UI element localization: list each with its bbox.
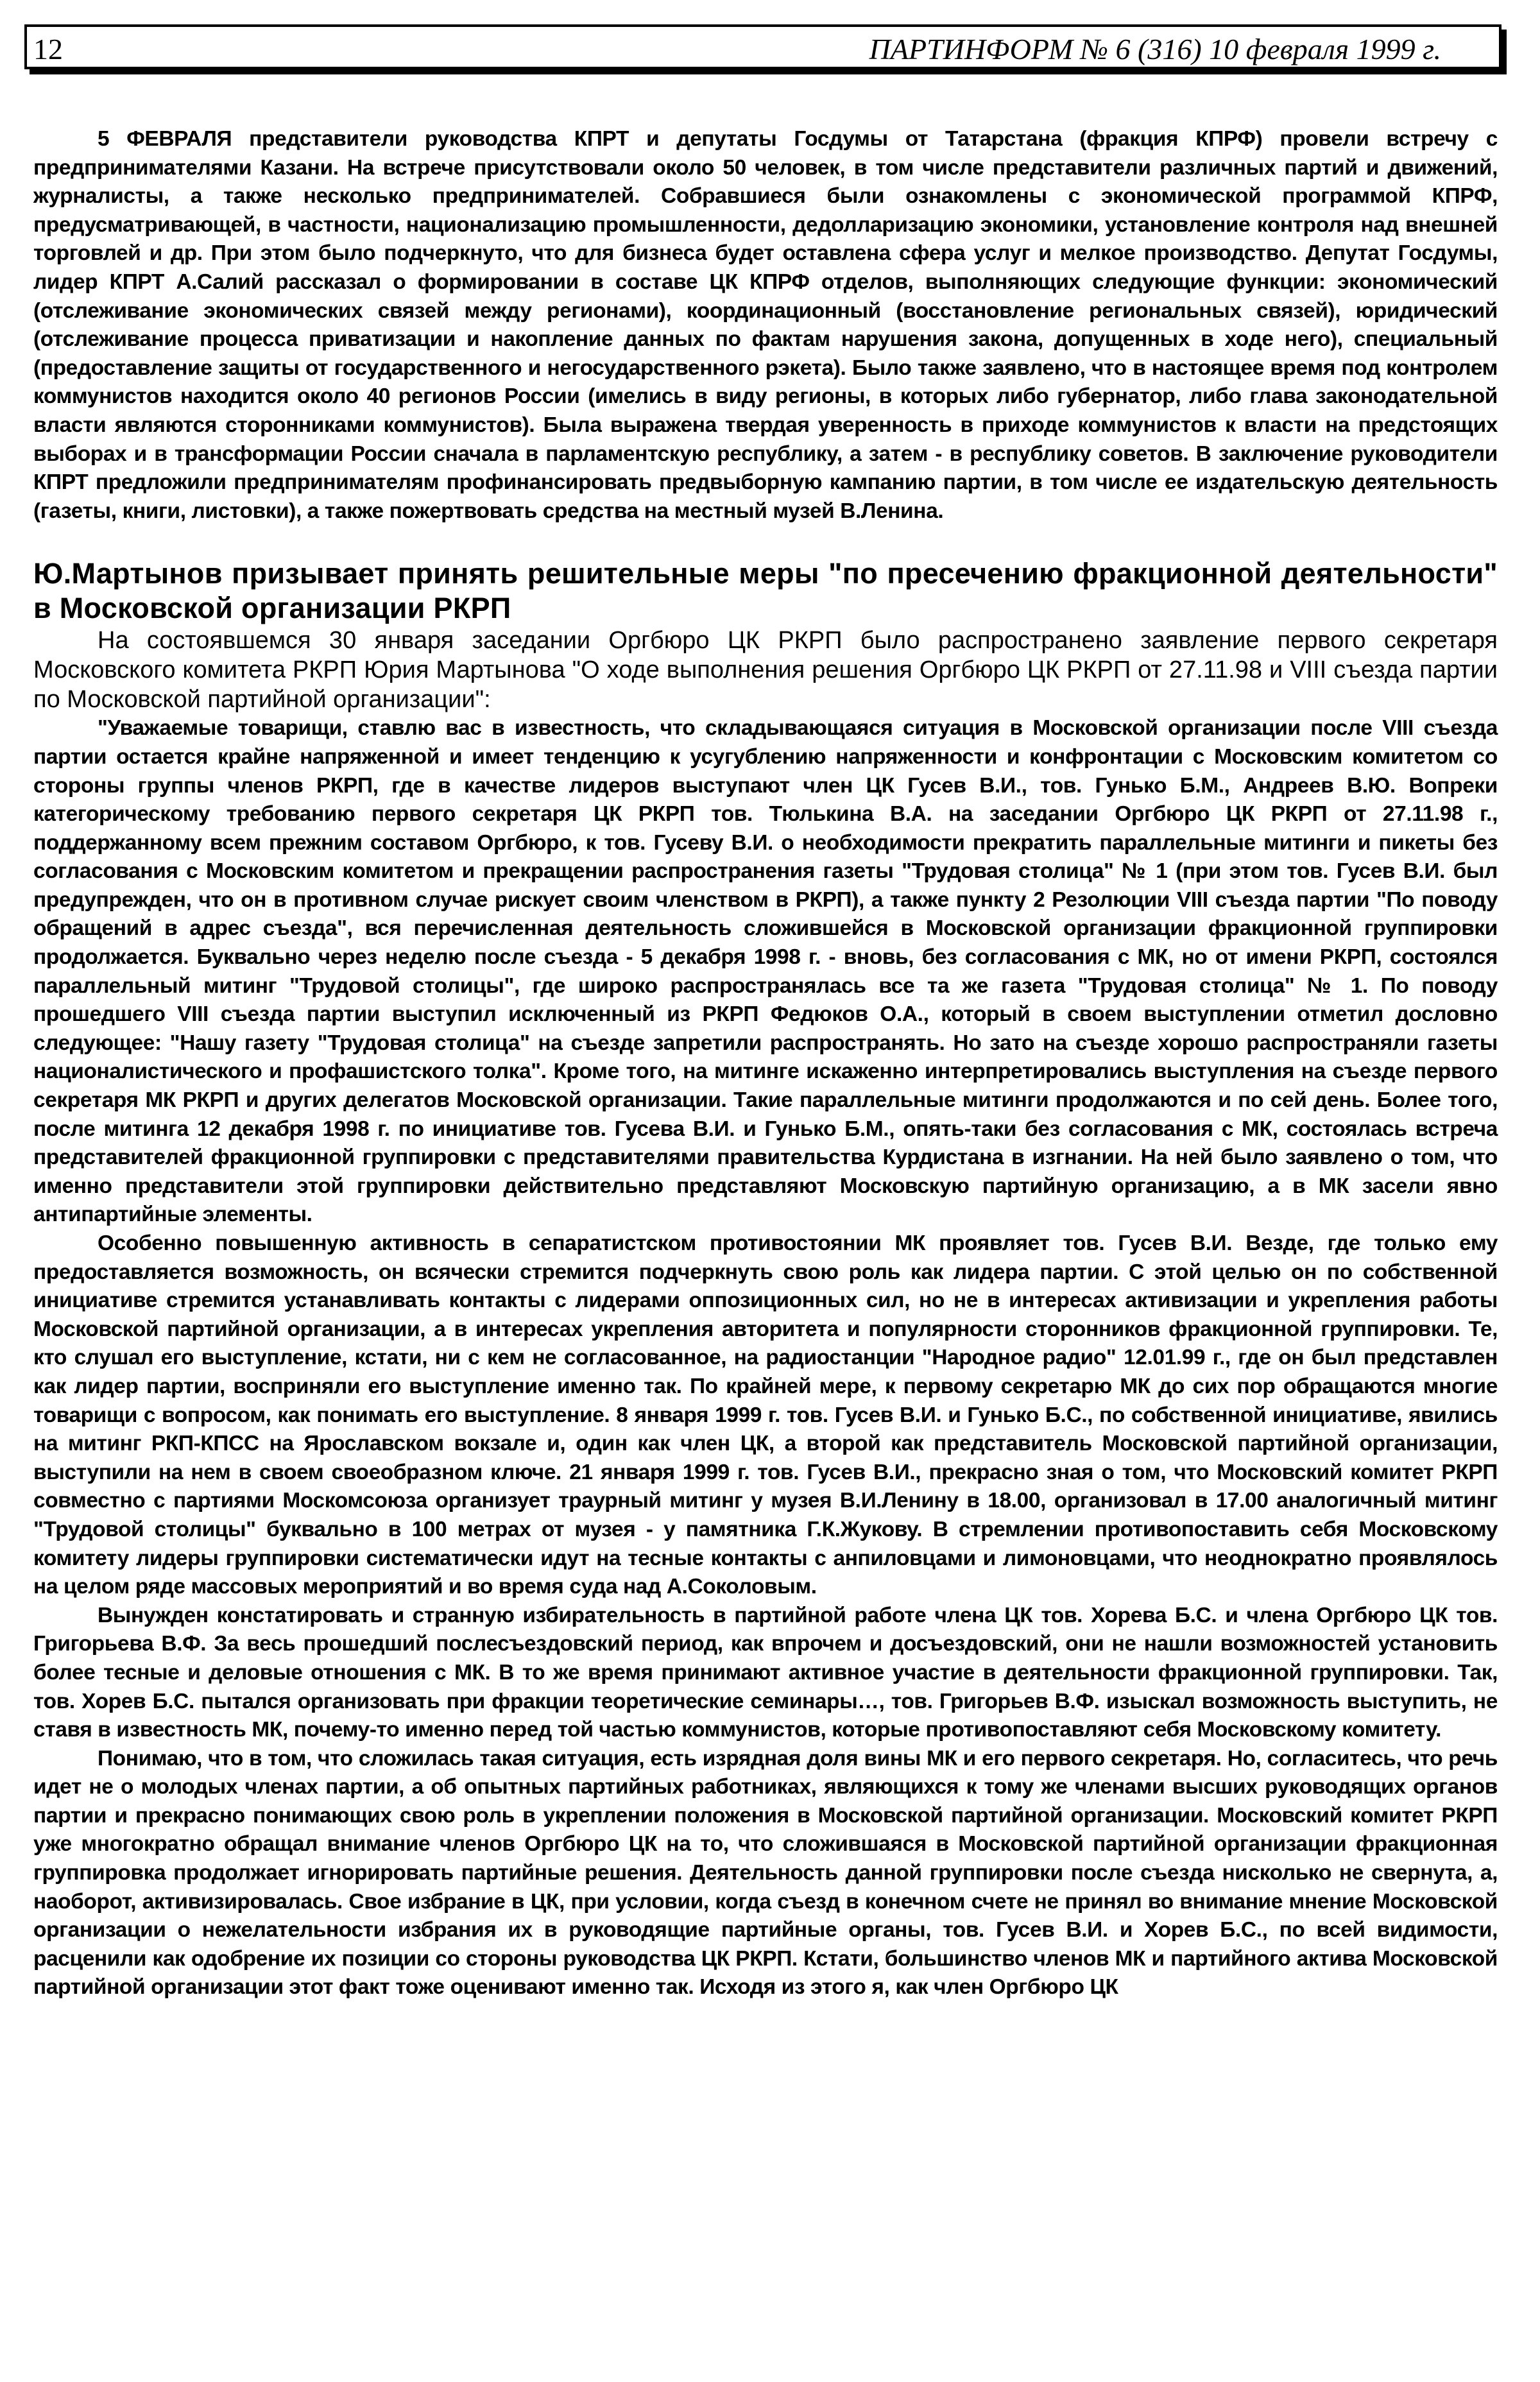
- article-headline: Ю.Мартынов призывает принять решительные меры "по пресечению фракционной деятельности" в Московской организации РКРП: [33, 557, 1498, 625]
- news-item-kazan: 5 ФЕВРАЛЯ представители руководства КПРТ и депутаты Госдумы от Татарстана (фракция КПРФ) провели встречу с предпринимателями Казани. На встрече присутствовали около 50 человек, в том числе представители различных партий и движений, журналисты, а также несколько предпринимателей. Собравшиеся были ознакомлены с экономической программой КПРФ, предусматривающей, в частности, национализацию промышленности, дедолларизацию экономики, установление контроля над внешней торговлей и др. При этом было подчеркнуто, что для бизнеса будет оставлена сфера услуг и мелкое производство. Депутат Госдумы, лидер КПРТ А.Салий рассказал о формировании в составе ЦК КПРФ отделов, выполняющих следующие функции: экономический (отслеживание экономических связей между регионами), координационный (восстановление региональных связей), юридический (отслеживание процесса приватизации и накопление данных по фактам нарушения закона, допущенных в ходе него), специальный (предоставление защиты от государственного и негосударственного рэкета). Было также заявлено, что в настоящее время под контролем коммунистов находится около 40 регионов России (имелись в виду регионы, в которых либо губернатор, либо глава законодательной власти являются сторонниками коммунистов). Была выражена твердая уверенность в приходе коммунистов к власти на предстоящих выборах и в трансформации России сначала в парламентскую республику, а затем - в республику советов. В заключение руководители КПРТ предложили предпринимателям профинансировать предвыборную кампанию партии, в том числе ее издательскую деятельность (газеты, книги, листовки), а также пожертвовать средства на местный музей В.Ленина.: [33, 127, 1498, 523]
- publication-title: ПАРТИНФОРМ № 6 (316) 10 февраля 1999 г.: [869, 33, 1441, 65]
- article-paragraph: Понимаю, что в том, что сложилась такая ситуация, есть изрядная доля вины МК и его первого секретаря. Но, согласитесь, что речь идет не о молодых членах партии, а об опытных партийных работниках, являющихся к тому же членами высших руководящих органов партии и прекрасно понимающих свою роль в укреплении положения в Московской партийной организации. Московский комитет РКРП уже многократно обращал внимание членов Оргбюро ЦК на то, что сложившаяся в Московской партийной организации фракционная группировка продолжает игнорировать партийные решения. Деятельность данной группировки после съезда нисколько не свернута, а, наоборот, активизировалась. Свое избрание в ЦК, при условии, когда съезд в конечном счете не принял во внимание мнение Московской организации о нежелательности избрания их в руководящие партийные органы, тов. Гусев В.И. и Хорев Б.С., по всей видимости, расценили как одобрение их позиции со стороны руководства ЦК РКРП. Кстати, большинство членов МК и партийного актива Московской партийной организации этот факт тоже оценивают именно так. Исходя из этого я, как член Оргбюро ЦК: [33, 1746, 1498, 2000]
- page-content: [33, 125, 1498, 2002]
- page-number: 12: [33, 33, 63, 65]
- article-paragraph: "Уважаемые товарищи, ставлю вас в известность, что складывающаяся ситуация в Московской организации после VIII съезда партии остается крайне напряженной и имеет тенденцию к усугублению напряженности и конфронтации с Московским комитетом со стороны группы членов РКРП, где в качестве лидеров выступают член ЦК Гусев В.И., тов. Гунько Б.М., Андреев В.Ю. Вопреки категорическому требованию первого секретаря ЦК РКРП тов. Тюлькина В.А. на заседании Оргбюро ЦК РКРП от 27.11.98 г., поддержанному всем прежним составом Оргбюро, к тов. Гусеву В.И. о необходимости прекратить параллельные митинги и пикеты без согласования с Московским комитетом и прекращении распространения газеты "Трудовая столица" № 1 (при этом тов. Гусев В.И. был предупрежден, что он в противном случае рискует своим членством в РКРП), а также пункту 2 Резолюции VIII съезда партии "По поводу обращений в адрес съезда", вся перечисленная деятельность сложившейся в Московской организации фракционной группировки продолжается. Буквально через неделю после съезда - 5 декабря 1998 г. - вновь, без согласования с МК, но от имени РКРП, состоялся параллельный митинг "Трудовой столицы", где широко распространялась все та же газета "Трудовая столица" № 1. По поводу прошедшего VIII съезда партии выступил исключенный из РКРП Федюков О.А., который в своем выступлении отметил дословно следующее: "Нашу газету "Трудовая столица" на съезде запретили распространять. Но зато на съезде хорошо распространяли газеты националистического и профашистского толка". Кроме того, на митинге искаженно интерпретировались выступления на съезде первого секретаря МК РКРП и других делегатов Московской организации. Такие параллельные митинги продолжаются и по сей день. Более того, после митинга 12 декабря 1998 г. по инициативе тов. Гусева В.И. и Гунько Б.М., опять-таки без согласования с МК, состоялась встреча представителей фракционной группировки с представителями правительства Курдистана в изгнании. На ней было заявлено о том, что именно представители этой группировки действительно представляют Московскую партийную организацию, а в МК засели явно антипартийные элементы.: [33, 716, 1498, 1227]
- article-intro: На состоявшемся 30 января заседании Оргбюро ЦК РКРП было распространено заявление первого секретаря Московского комитета РКРП Юрия Мартынова "О ходе выполнения решения Оргбюро ЦК РКРП от 27.11.98 и VIII съезда партии по Московской партийной организации":: [33, 627, 1498, 714]
- page-header: [24, 24, 1502, 69]
- article-paragraph: Особенно повышенную активность в сепаратистском противостоянии МК проявляет тов. Гусев В.И. Везде, где только ему предоставляется возможность, он всячески стремится подчеркнуть свою роль как лидера партии. С этой целью он по собственной инициативе стремится устанавливать контакты с лидерами оппозиционных сил, но не в интересах активизации и укрепления работы Московской партийной организации, а в интересах укрепления авторитета и популярности сторонников фракционной группировки. Те, кто слушал его выступление, кстати, ни с кем не согласованное, на радиостанции "Народное радио" 12.01.99 г., где он был представлен как лидер партии, восприняли его выступление именно так. По крайней мере, к первому секретарю МК до сих пор обращаются многие товарищи с вопросом, как понимать его выступление. 8 января 1999 г. тов. Гусев В.И. и Гунько Б.С., по собственной инициативе, явились на митинг РКП-КПСС на Ярославском вокзале и, один как член ЦК, а второй как представитель Московской партийной организации, выступили на нем в своем своеобразном ключе. 21 января 1999 г. тов. Гусев В.И., прекрасно зная о том, что Московский комитет РКРП совместно с партиями Москомсоюза организует траурный митинг у музея В.И.Ленину в 18.00, организовал в 17.00 аналогичный митинг "Трудовой столицы" буквально в 100 метрах от музея - у памятника Г.К.Жукову. В стремлении противопоставить себя Московскому комитету лидеры группировки систематически идут на тесные контакты с анпиловцами и лимоновцами, что неоднократно проявлялось на целом ряде массовых мероприятий и во время суда над А.Соколовым.: [33, 1231, 1498, 1599]
- article-paragraph: Вынужден констатировать и странную избирательность в партийной работе члена ЦК тов. Хорева Б.С. и члена Оргбюро ЦК тов. Григорьева В.Ф. За весь прошедший послесъездовский период, как впрочем и досъездовский, они не нашли возможностей установить более тесные и деловые отношения с МК. В то же время принимают активное участие в деятельности фракционной группировки. Так, тов. Хорев Б.С. пытался организовать при фракции теоретические семинары…, тов. Григорьев В.Ф. изыскал возможность выступить, не ставя в известность МК, почему-то именно перед той частью коммунистов, которые противопоставляют себя Московскому комитету.: [33, 1603, 1498, 1742]
